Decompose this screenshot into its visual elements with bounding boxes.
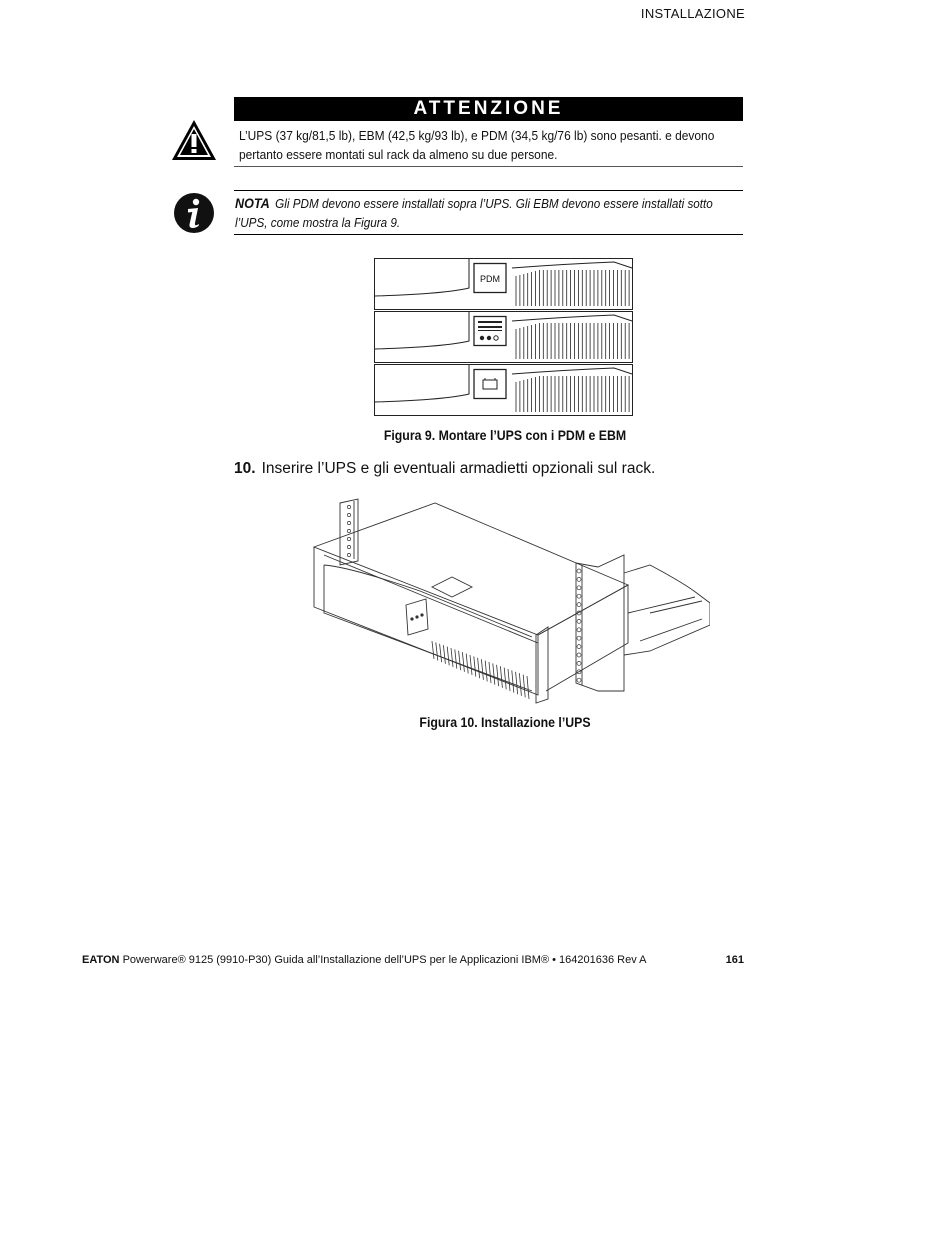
info-icon <box>173 192 215 234</box>
note-text: Gli PDM devono essere installati sopra l’UPS. Gli EBM devono essere installati sotto l’UPS, come mostra la Figura 9. <box>235 196 713 230</box>
step-text: Inserire l’UPS e gli eventuali armadietti opzionali sul rack. <box>261 460 656 477</box>
warning-text: L’UPS (37 kg/81,5 lb), EBM (42,5 kg/93 lb), e PDM (34,5 kg/76 lb) sono pesanti. e devono pertanto essere montati sul rack da almeno su due persone. <box>239 128 715 162</box>
figure-10-rack-installation-illustration <box>310 495 710 705</box>
note-rule-top <box>234 190 743 191</box>
note-rule-bottom <box>234 234 743 235</box>
warning-divider <box>234 166 743 167</box>
step-10 <box>234 460 754 478</box>
running-header: INSTALLAZIONE <box>640 6 745 21</box>
warning-triangle-icon <box>170 118 218 162</box>
step-number: 10. <box>234 460 256 477</box>
note-text-block <box>235 194 739 232</box>
figure-10-caption: Figura 10. Installazione l’UPS <box>419 714 591 730</box>
figure-9-caption: Figura 9. Montare l’UPS con i PDM e EBM <box>383 427 627 443</box>
pdm-label: PDM <box>480 274 500 284</box>
footer <box>82 954 682 966</box>
footer-text: Powerware® 9125 (9910-P30) Guida all’Installazione dell’UPS per le Applicazioni IBM® • 164201636 Rev A <box>122 954 647 966</box>
footer-brand: EATON <box>82 954 120 966</box>
warning-title: ATTENZIONE <box>234 97 743 121</box>
figure-9-stack-illustration <box>374 258 635 416</box>
note-label: NOTA <box>235 195 270 211</box>
page-number: 161 <box>725 954 744 966</box>
